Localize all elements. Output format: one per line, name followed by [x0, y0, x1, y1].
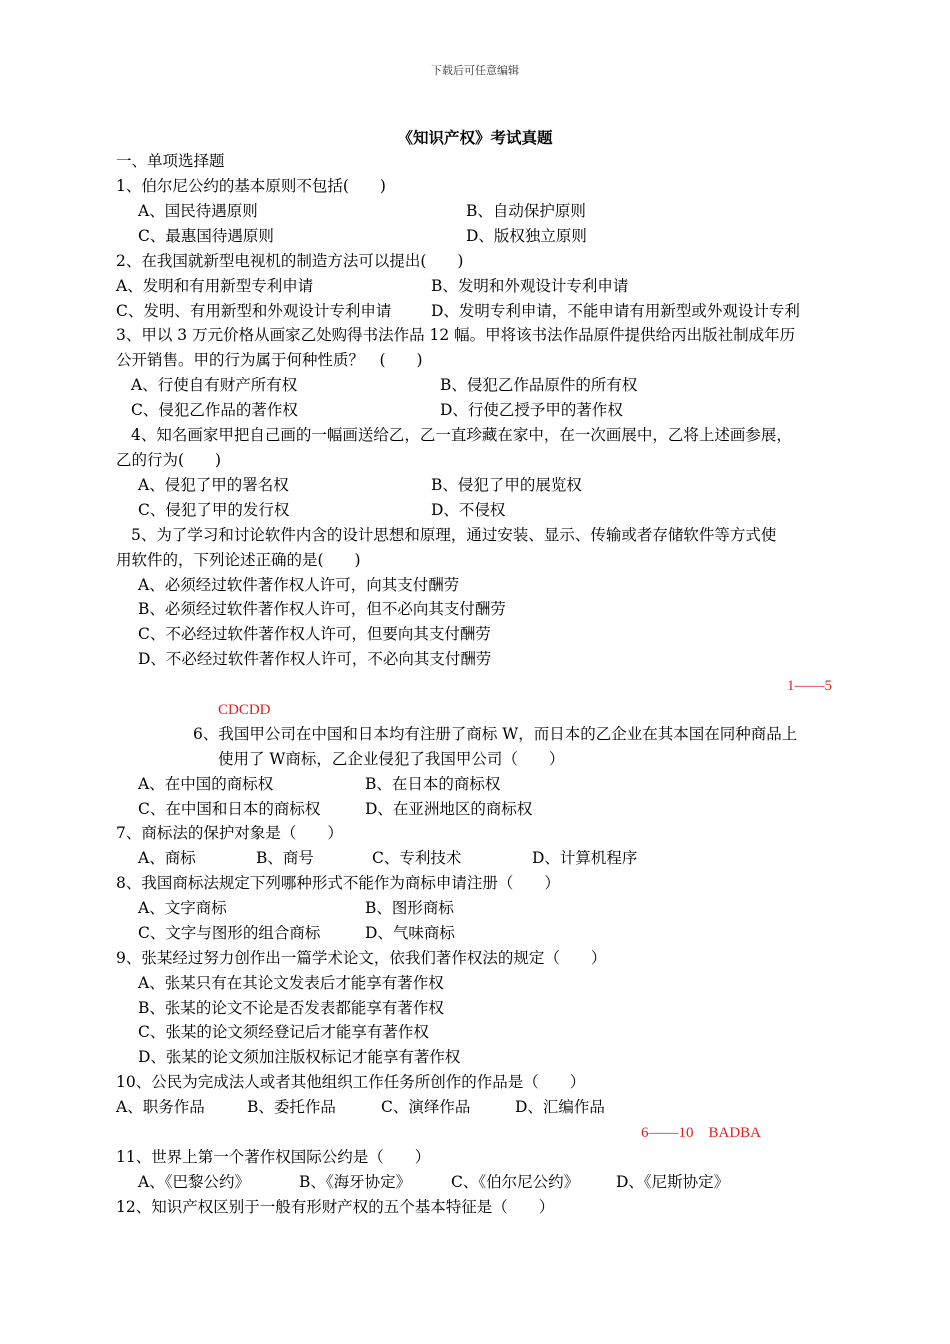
q8-option-a: A、文字商标 — [138, 899, 227, 917]
page-header: 下载后可任意编辑 — [431, 64, 519, 77]
q6-stem-line1: 6、我国甲公司在中国和日本均有注册了商标 W，而日本的乙企业在其本国在同种商品上 — [193, 725, 798, 743]
q7-stem: 7、商标法的保护对象是（ ） — [116, 824, 343, 842]
q3-option-b: B、侵犯乙作品原件的所有权 — [440, 376, 638, 394]
q5-option-b: B、必须经过软件著作权人许可，但不必向其支付酬劳 — [138, 600, 506, 618]
q2-option-c: C、发明、有用新型和外观设计专利申请 — [116, 302, 392, 320]
q6-option-b: B、在日本的商标权 — [365, 775, 501, 793]
q7-option-c: C、专利技术 — [372, 849, 462, 867]
q9-option-d: D、张某的论文须加注版权标记才能享有著作权 — [138, 1048, 461, 1066]
answer-range-1-5: 1——5 — [787, 678, 832, 694]
q10-option-b: B、委托作品 — [247, 1098, 336, 1116]
q3-option-a: A、行使自有财产所有权 — [131, 376, 298, 394]
q4-option-a: A、侵犯了甲的署名权 — [138, 476, 289, 494]
q11-option-a: A、《巴黎公约》 — [138, 1173, 250, 1191]
q8-stem: 8、我国商标法规定下列哪种形式不能作为商标申请注册（ ） — [116, 874, 560, 892]
q5-stem-line2: 用软件的，下列论述正确的是( ) — [116, 551, 361, 569]
q8-option-c: C、文字与图形的组合商标 — [138, 924, 321, 942]
q3-option-c: C、侵犯乙作品的著作权 — [131, 401, 298, 419]
q4-stem-line1: 4、知名画家甲把自己画的一幅画送给乙，乙一直珍藏在家中，在一次画展中，乙将上述画参展， — [131, 426, 792, 444]
q2-option-b: B、发明和外观设计专利申请 — [431, 277, 629, 295]
q1-option-a: A、国民待遇原则 — [138, 202, 258, 220]
q3-stem-line2: 公开销售。甲的行为属于何种性质？ ( ) — [116, 351, 423, 369]
q11-option-c: C、《伯尔尼公约》 — [451, 1173, 580, 1191]
q1-option-b: B、自动保护原则 — [466, 202, 586, 220]
q6-option-a: A、在中国的商标权 — [138, 775, 274, 793]
q5-option-c: C、不必经过软件著作权人许可，但要向其支付酬劳 — [138, 625, 491, 643]
q9-option-b: B、张某的论文不论是否发表都能享有著作权 — [138, 999, 444, 1017]
q5-option-a: A、必须经过软件著作权人许可，向其支付酬劳 — [138, 576, 460, 594]
answer-key-6-10: 6——10 BADBA — [641, 1125, 762, 1141]
q5-option-d: D、不必经过软件著作权人许可，不必向其支付酬劳 — [138, 650, 492, 668]
answer-key-1-5: CDCDD — [218, 702, 271, 718]
q6-stem-line2: 使用了 W商标，乙企业侵犯了我国甲公司（ ） — [218, 750, 565, 768]
q11-option-b: B、《海牙协定》 — [299, 1173, 412, 1191]
q5-stem-line1: 5、为了学习和讨论软件内含的设计思想和原理，通过安装、显示、传输或者存储软件等方式使 — [131, 526, 777, 544]
q2-option-a: A、发明和有用新型专利申请 — [116, 277, 314, 295]
q9-stem: 9、张某经过努力创作出一篇学术论文，依我们著作权法的规定（ ） — [116, 949, 607, 967]
q8-option-b: B、图形商标 — [365, 899, 454, 917]
q10-option-c: C、演绎作品 — [381, 1098, 471, 1116]
q4-option-d: D、不侵权 — [431, 501, 506, 519]
q11-stem: 11、世界上第一个著作权国际公约是（ ） — [116, 1148, 431, 1166]
q2-stem: 2、在我国就新型电视机的制造方法可以提出( ) — [116, 252, 464, 270]
page-title: 《知识产权》考试真题 — [397, 128, 553, 147]
q8-option-d: D、气味商标 — [365, 924, 455, 942]
q4-stem-line2: 乙的行为( ) — [116, 451, 222, 469]
q1-option-c: C、最惠国待遇原则 — [138, 227, 274, 245]
q2-option-d: D、发明专利申请，不能申请有用新型或外观设计专利 — [431, 302, 800, 320]
q3-stem-line1: 3、甲以 3 万元价格从画家乙处购得书法作品 12 幅。甲将该书法作品原件提供给丙出版社制成年历 — [116, 326, 796, 344]
q7-option-d: D、计算机程序 — [532, 849, 638, 867]
q1-stem: 1、伯尔尼公约的基本原则不包括( ) — [116, 177, 386, 195]
q3-option-d: D、行使乙授予甲的著作权 — [440, 401, 623, 419]
q1-option-d: D、版权独立原则 — [466, 227, 587, 245]
section-heading: 一、单项选择题 — [116, 152, 225, 170]
q7-option-b: B、商号 — [256, 849, 314, 867]
q10-option-a: A、职务作品 — [116, 1098, 205, 1116]
q4-option-b: B、侵犯了甲的展览权 — [431, 476, 582, 494]
q11-option-d: D、《尼斯协定》 — [616, 1173, 730, 1191]
q12-stem: 12、知识产权区别于一般有形财产权的五个基本特征是（ ） — [116, 1198, 555, 1216]
q6-option-d: D、在亚洲地区的商标权 — [365, 800, 533, 818]
q10-option-d: D、汇编作品 — [515, 1098, 605, 1116]
q6-option-c: C、在中国和日本的商标权 — [138, 800, 321, 818]
q9-option-c: C、张某的论文须经登记后才能享有著作权 — [138, 1023, 429, 1041]
q4-option-c: C、侵犯了甲的发行权 — [138, 501, 290, 519]
q10-stem: 10、公民为完成法人或者其他组织工作任务所创作的作品是（ ） — [116, 1073, 586, 1091]
q7-option-a: A、商标 — [138, 849, 196, 867]
q9-option-a: A、张某只有在其论文发表后才能享有著作权 — [138, 974, 444, 992]
